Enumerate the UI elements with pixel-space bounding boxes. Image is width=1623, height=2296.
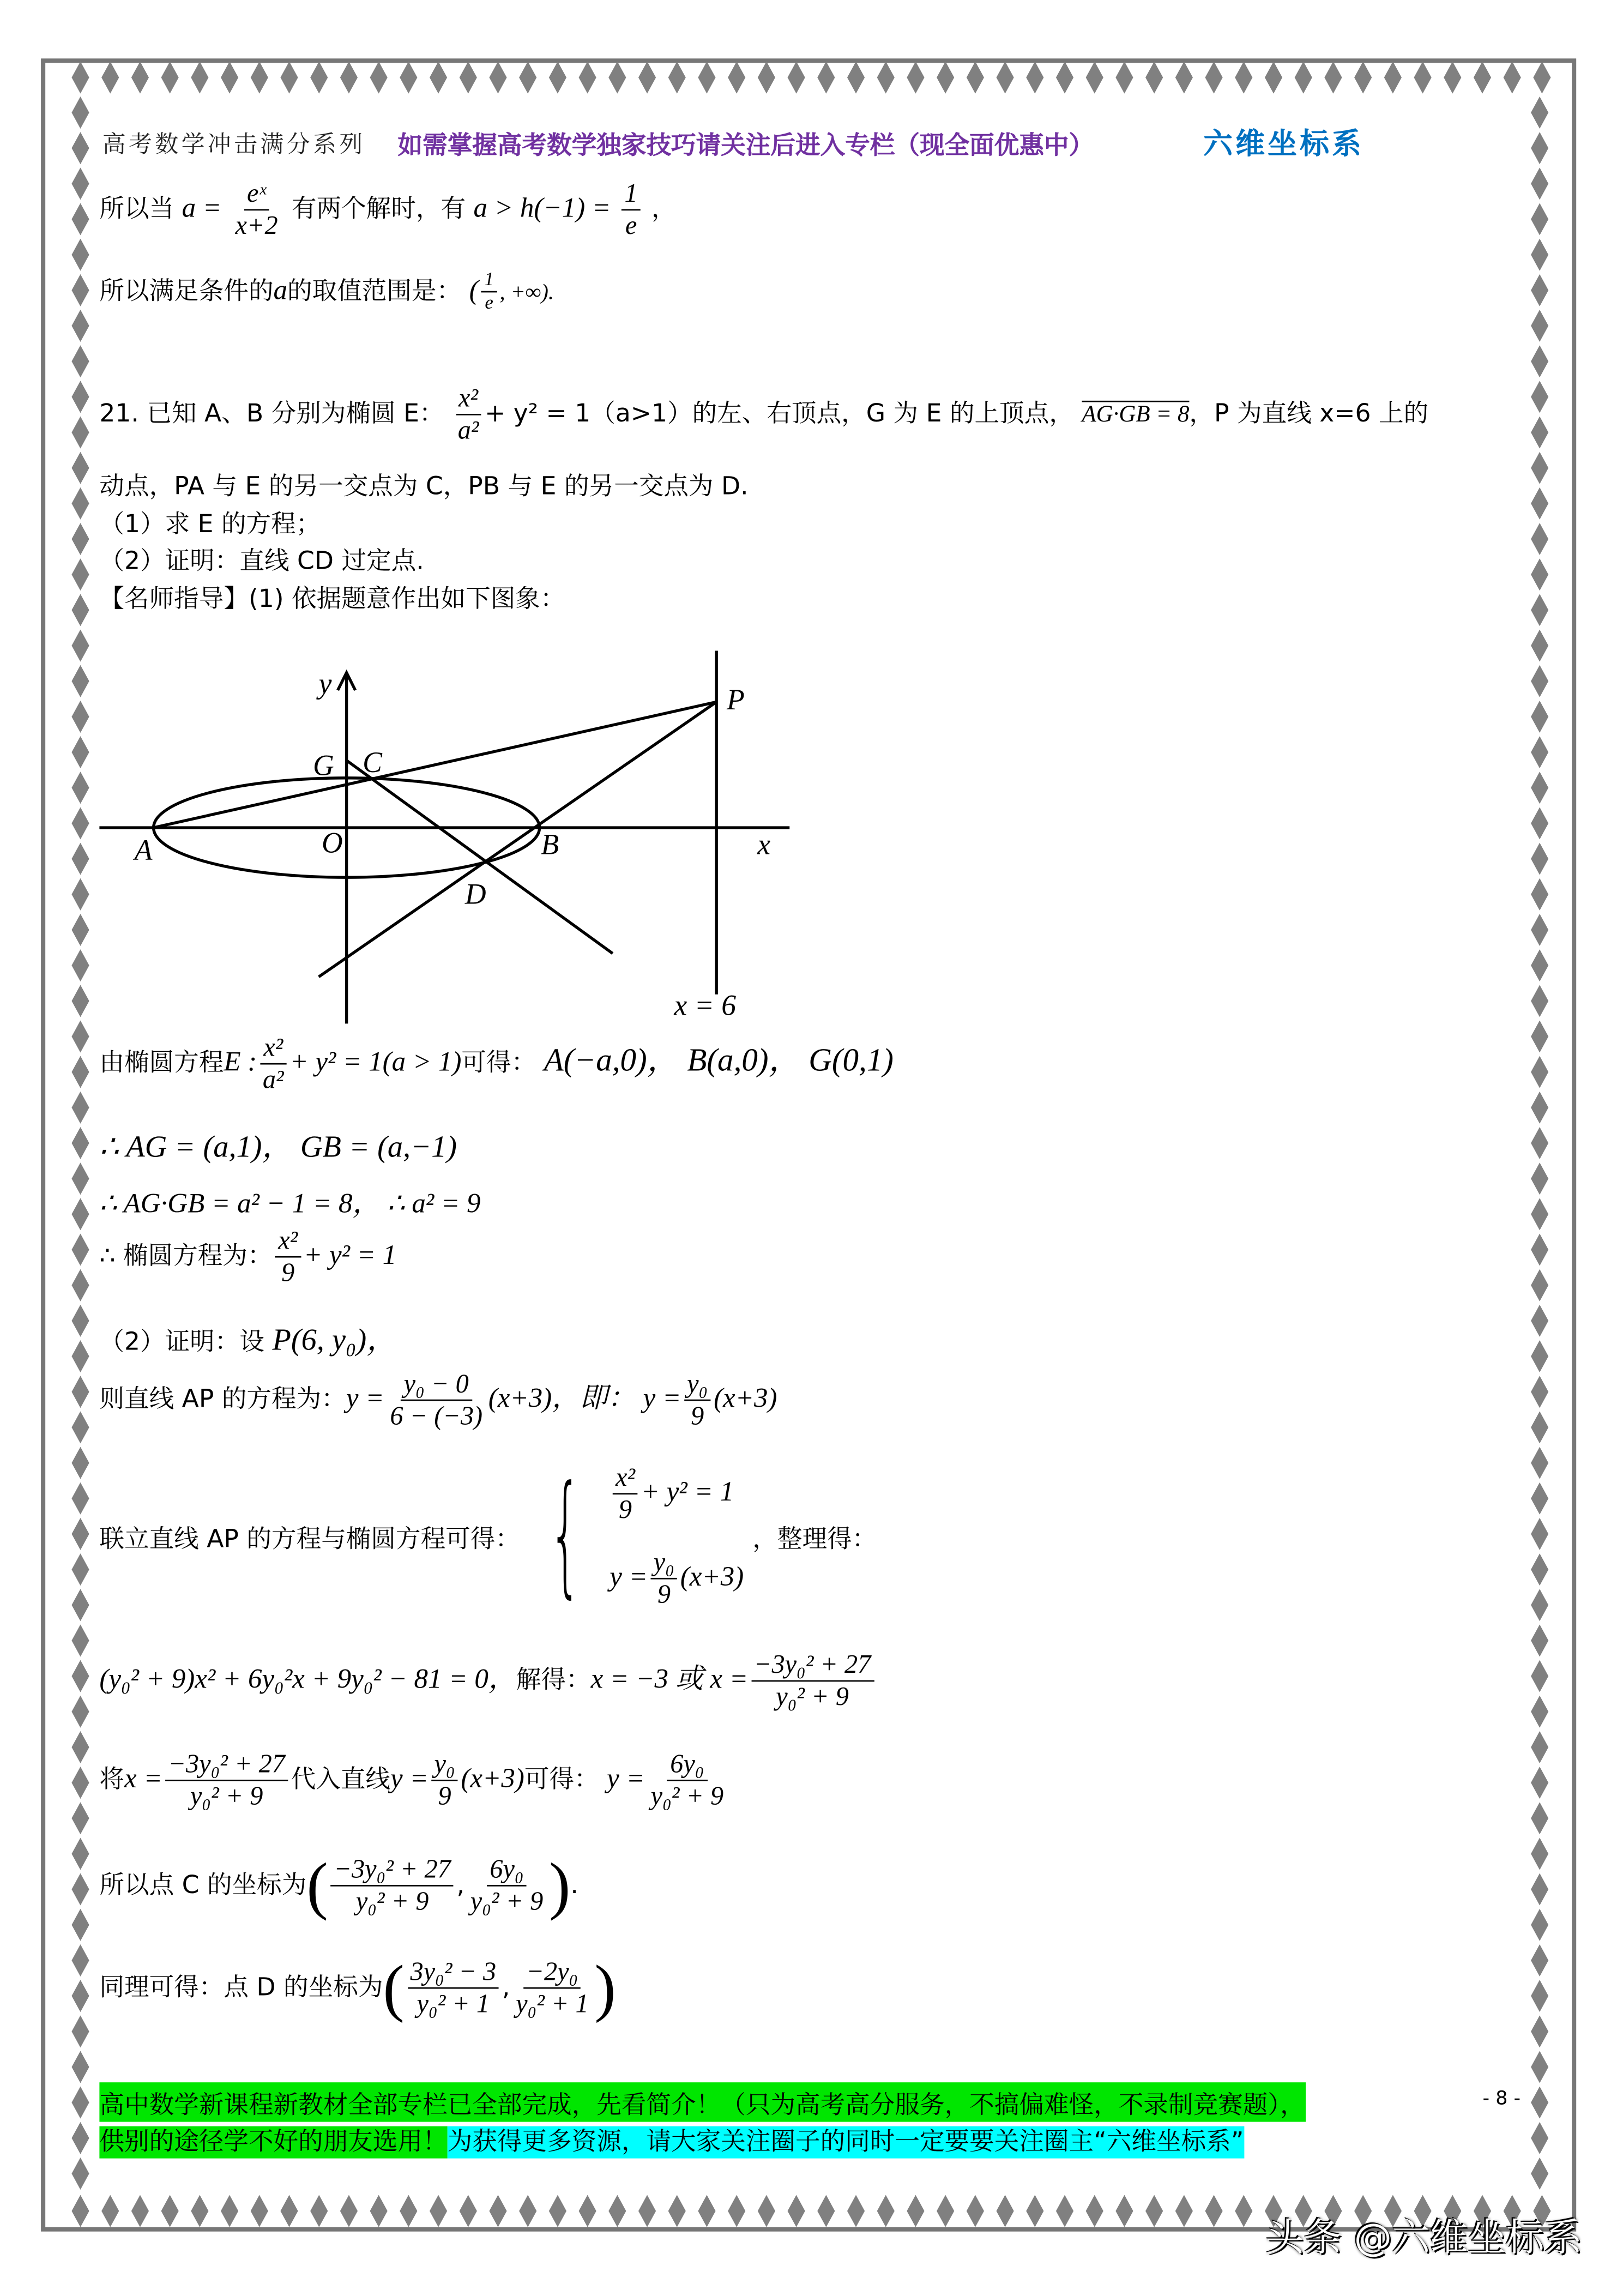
solution-line-6 [99,1369,777,1431]
label-B: B [541,828,559,861]
denominator: x+2 [235,210,278,240]
label-O: O [322,826,343,859]
math: y = [607,1763,645,1795]
denominator: y₀² + 9 [650,1780,724,1810]
label-P: P [726,683,745,716]
problem-stem-2: 动点，PA 与 E 的另一交点为 C，PB 与 E 的另一交点为 D. [99,472,749,502]
denominator: 9 [438,1780,451,1810]
fraction [275,1226,301,1288]
text: 的取值范围是： [287,277,462,306]
line-AP [154,702,717,828]
math: ( [469,275,479,306]
numerator: 1 [622,178,641,210]
denominator: 9 [657,1579,671,1609]
question-2: （2）证明：直线 CD 过定点. [99,547,424,576]
page-number: - 8 - [1482,2088,1521,2111]
fraction [650,1548,677,1610]
numerator: y₀ [431,1749,458,1781]
brace: { [548,1458,582,1612]
denominator: y₀² + 1 [516,1988,589,2018]
numerator: −3y₀² + 27 [331,1855,454,1887]
math: (y₀² + 9)x² + 6y₀²x + 9y₀² − 81 = 0， [99,1664,516,1695]
math: a [273,275,288,306]
denominator: 9 [281,1257,295,1287]
math: + y² = 1 [303,1240,397,1271]
header-promo: 如需掌握高考数学独家技巧请关注后进入专栏（现全面优惠中） [397,131,1094,161]
text: 有两个解时，有 [291,195,466,224]
numerator: −3y₀² + 27 [751,1649,874,1681]
text: 所以点 C 的坐标为 [99,1871,307,1901]
label-G: G [312,749,334,782]
text: 联立直线 AP 的方程与椭圆方程可得： [99,1524,520,1554]
numerator: eˣ [244,178,269,210]
math: (x+3)，即： [488,1383,636,1414]
watermark: 头条 @六维坐标系 [1265,2216,1582,2261]
denominator: e [485,291,493,313]
denominator: a² [457,414,479,444]
ad-banner-line-2[interactable] [99,2120,1244,2157]
ad-banner-line-1[interactable]: 高中数学新课程新教材全部专栏已全部完成，先看简介！（只为高考高分服务，不搞偏难怪，不录制竞赛题）， [99,2082,1305,2122]
solution-line-5 [99,1316,397,1360]
fraction [431,1749,458,1811]
text: 解得： [516,1666,591,1695]
denominator: e [625,210,637,240]
math: E : [224,1047,257,1078]
guide-heading: 【名师指导】(1) 依据题意作出如下图象： [99,584,565,614]
math: + y² = 1(a > 1) [289,1047,462,1078]
text: 可得： [461,1048,536,1078]
denominator: 6 − (−3) [390,1400,483,1430]
numerator: −3y₀² + 27 [165,1749,288,1781]
fraction [387,1369,485,1431]
numerator: −2y₀ [523,1957,581,1988]
header-brand: 六维坐标系 [1203,125,1365,161]
text: 将 [99,1765,124,1795]
text: 所以满足条件的 [99,277,274,306]
math: P(6, y₀)， [272,1322,397,1357]
ad-text-green: 供别的途径学不好的朋友选用！ [99,2126,447,2159]
numerator: 6y₀ [667,1749,707,1781]
denominator: y₀² + 9 [190,1780,263,1810]
text: 由椭圆方程 [99,1048,224,1078]
fraction [513,1957,592,2019]
math: x = −3 或 x = [590,1664,749,1695]
text: （2）证明：设 [99,1328,264,1357]
solution-line-1 [99,1032,894,1094]
math: y = [390,1763,429,1795]
denominator: y₀² + 9 [776,1681,849,1711]
label-D: D [464,877,486,911]
solution-line-7 [99,1458,877,1612]
denominator: 9 [618,1494,632,1523]
solution-line-3: ∴ AG·GB = a² − 1 = 8， ∴ a² = 9 [99,1189,481,1220]
fraction [260,1032,287,1094]
numerator: x² [275,1226,301,1257]
math: (x+3) [680,1562,744,1594]
numerator: 1 [481,269,497,292]
fraction [751,1649,874,1712]
system-of-equations [610,1462,744,1610]
numerator: x² [613,1462,638,1494]
math: AG·GB = 8 [1082,402,1190,427]
text: 所以当 [99,195,174,224]
text: ， [651,195,677,224]
text: 代入直线 [291,1765,390,1795]
text: 同理可得：点 D 的坐标为 [99,1973,383,2003]
fraction [467,1855,546,1917]
numerator: y₀ [684,1369,711,1400]
fraction [648,1749,726,1811]
math: , +∞). [499,281,554,305]
denominator: 9 [691,1400,704,1430]
math: (x+3) [714,1383,777,1414]
numerator: 6y₀ [487,1855,527,1887]
label-C: C [363,746,382,779]
math: (x+3) [461,1763,524,1795]
header-series: 高考数学冲击满分系列 [102,130,366,158]
label-A: A [134,834,153,867]
numerator: 3y₀² − 3 [407,1957,499,1988]
denominator: a² [262,1064,284,1094]
text: ，整理得： [752,1524,877,1554]
fraction [165,1749,288,1811]
label-line: x = 6 [674,989,737,1022]
fraction [613,1462,638,1524]
math: + y² = 1 [641,1477,734,1508]
solution-line-9 [99,1749,729,1811]
denominator: y₀² + 9 [470,1886,544,1916]
solution-line-10: 所以点 C 的坐标为( $\frac{\text{−3y₀² + 27}}{\text{y₀² + 9}}$ , $\frac{\text{6y₀}}{\text{y₀² + 9}}$ ). [99,1849,578,1922]
ad-text-cyan: 为获得更多资源，请大家关注圈子的同时一定要要关注圈主“六维坐标系” [448,2126,1244,2159]
solution-line-11: 同理可得：点 D 的坐标为( $\frac{\text{3y₀² − 3}}{\text{y₀² + 1}}$ , $\frac{\text{−2y₀}}{\text{y₀² + 1}}$ ) [99,1952,616,2024]
numerator: x² [261,1032,286,1064]
math: a > h(−1) = [473,193,611,224]
solution-line-2: ∴ AG = (a,1)， GB = (a,−1) [99,1129,457,1164]
denominator: y₀² + 1 [417,1988,490,2018]
solution-line-4 [99,1226,396,1288]
math: y = [346,1383,384,1414]
numerator: x² [456,383,481,415]
text: + y² = 1（a>1）的左、右顶点，G 为 E 的上顶点， [485,399,1074,429]
text: ，P 为直线 x=6 上的 [1189,399,1429,429]
fraction [407,1957,499,2019]
line-CD [347,761,613,954]
fraction [331,1855,454,1917]
math: y = [643,1383,681,1414]
solution-line-8 [99,1649,877,1712]
fraction [684,1369,711,1431]
question-1: （1）求 E 的方程； [99,510,321,540]
text: 则直线 AP 的方程为： [99,1385,346,1414]
math: y = [610,1562,648,1594]
numerator: y₀ − 0 [401,1369,472,1400]
text: 可得： [524,1765,599,1795]
math: a = [182,193,222,224]
text: 21. 已知 A、B 分别为椭圆 E： [99,399,444,429]
denominator: y₀² + 9 [355,1886,429,1916]
numerator: y₀ [650,1548,677,1580]
label-y: y [318,667,332,700]
label-x: x [757,828,771,861]
text: ∴ 椭圆方程为： [99,1242,273,1271]
math: x = [124,1763,162,1795]
math: A(−a,0)， B(a,0)， G(0,1) [544,1041,894,1078]
line-PB [319,702,717,977]
